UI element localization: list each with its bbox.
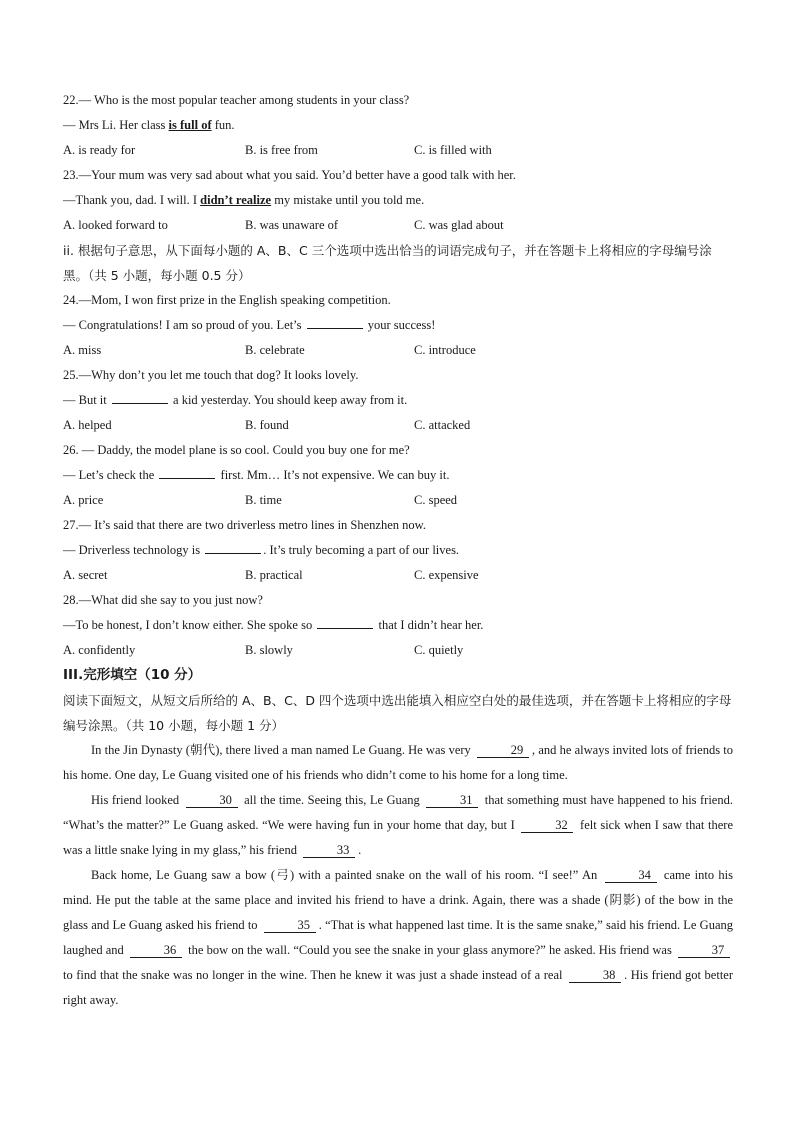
question-28-options <box>63 638 733 663</box>
option-c: C. speed <box>414 493 458 507</box>
option-c: C. was glad about <box>414 218 504 232</box>
answer-blank <box>307 315 363 329</box>
passage-paragraph-3 <box>63 863 733 1013</box>
question-26-answer <box>63 463 733 488</box>
option-a: A. miss <box>63 343 102 357</box>
section-ii-instruction: ii. 根据句子意思，从下面每小题的 A、B、C 三个选项中选出恰当的词语完成句子，并在答题卡上将相应的字母编号涂黑。（共 5 小题，每小题 0.5 分） <box>63 243 712 283</box>
passage-text: felt sick when I saw that there was a little snake lying in my glass,” his friend <box>63 818 733 857</box>
passage-text: In the Jin Dynasty (朝代), there lived a man named Le Guang. He was very <box>91 743 475 757</box>
underlined-keyword: didn’t realize <box>200 193 272 207</box>
question-22-answer <box>63 113 733 138</box>
option-a: A. helped <box>63 418 112 432</box>
question-27-answer <box>63 538 733 563</box>
option-b: B. celebrate <box>245 343 305 357</box>
answer-text: first. Mm… It’s not expensive. We can buy it. <box>217 468 450 482</box>
option-a: A. price <box>63 493 104 507</box>
option-a: A. confidently <box>63 643 136 657</box>
answer-text: a kid yesterday. You should keep away from it. <box>169 393 408 407</box>
question-22-options <box>63 138 733 163</box>
question-25-options <box>63 413 733 438</box>
question-23-prompt: 23.—Your mum was very sad about what you said. You’d better have a good talk with her. <box>63 168 516 182</box>
exam-page <box>63 88 733 1013</box>
question-23-answer <box>63 188 733 213</box>
passage-text: the bow on the wall. “Could you see the snake in your glass anymore?” he asked. His friend was <box>185 943 675 957</box>
question-28-answer <box>63 613 733 638</box>
answer-text: —To be honest, I don’t know either. She spoke so <box>63 618 316 632</box>
answer-text: — Mrs Li. Her class <box>63 118 169 132</box>
answer-text: that I didn’t hear her. <box>375 618 484 632</box>
cloze-blank-38: 38 <box>569 968 621 983</box>
cloze-blank-34: 34 <box>605 868 657 883</box>
passage-paragraph-1 <box>63 738 733 788</box>
answer-blank <box>205 540 261 554</box>
underlined-keyword: is full of <box>168 118 212 132</box>
option-a: A. is ready for <box>63 143 136 157</box>
cloze-blank-31: 31 <box>426 793 478 808</box>
option-c: C. attacked <box>414 418 471 432</box>
option-c: C. introduce <box>414 343 476 357</box>
answer-text: —Thank you, dad. I will. I <box>63 193 201 207</box>
passage-text: . <box>358 843 362 857</box>
answer-text: fun. <box>211 118 235 132</box>
option-b: B. is free from <box>245 143 318 157</box>
answer-text: — Congratulations! I am so proud of you. Let’s <box>63 318 305 332</box>
answer-text: — Let’s check the <box>63 468 158 482</box>
passage-text: His friend looked <box>91 793 183 807</box>
answer-text: your success! <box>364 318 436 332</box>
cloze-blank-32: 32 <box>521 818 573 833</box>
cloze-blank-30: 30 <box>186 793 238 808</box>
question-28-prompt: 28.—What did she say to you just now? <box>63 593 263 607</box>
answer-blank <box>112 390 168 404</box>
option-c: C. is filled with <box>414 143 492 157</box>
option-c: C. expensive <box>414 568 479 582</box>
passage-paragraph-2 <box>63 788 733 863</box>
passage-text: all the time. Seeing this, Le Guang <box>240 793 424 807</box>
question-25-answer <box>63 388 733 413</box>
question-22-prompt: 22.— Who is the most popular teacher among students in your class? <box>63 93 410 107</box>
question-26-options <box>63 488 733 513</box>
question-24-prompt: 24.—Mom, I won first prize in the English speaking competition. <box>63 293 391 307</box>
passage-text: Back home, Le Guang saw a bow (弓) with a painted snake on the wall of his room. “I see!” An <box>91 868 602 882</box>
answer-blank <box>317 615 373 629</box>
option-b: B. practical <box>245 568 303 582</box>
cloze-blank-33: 33 <box>303 843 355 858</box>
question-25-prompt: 25.—Why don’t you let me touch that dog? It looks lovely. <box>63 368 359 382</box>
passage-text: . “That is what happened last time. It is the same snake,” said his friend. Le Guang laughed and <box>63 918 733 957</box>
question-27-prompt: 27.— It’s said that there are two driverless metro lines in Shenzhen now. <box>63 518 426 532</box>
passage-text: , and he always invited lots of friends to his home. One day, Le Guang visited one of his friends who didn’t come to his home for a long time. <box>63 743 733 782</box>
option-a: A. secret <box>63 568 108 582</box>
cloze-blank-29: 29 <box>477 743 529 758</box>
question-23-options <box>63 213 733 238</box>
passage-text: . His friend got better right away. <box>63 968 734 1007</box>
question-26-prompt: 26. — Daddy, the model plane is so cool. Could you buy one for me? <box>63 443 410 457</box>
option-c: C. quietly <box>414 643 464 657</box>
option-b: B. was unaware of <box>245 218 339 232</box>
cloze-blank-35: 35 <box>264 918 316 933</box>
question-24-answer <box>63 313 733 338</box>
passage-text: that something must have happened to his friend. “What’s the matter?” Le Guang asked. “We were having fun in your home that day, but I <box>63 793 733 832</box>
answer-blank <box>159 465 215 479</box>
passage-text: to find that the snake was no longer in the wine. Then he knew it was just a shade instead of a real <box>63 968 567 982</box>
answer-text: . It’s truly becoming a part of our lives. <box>263 543 460 557</box>
section-iii-title: III.完形填空（10 分） <box>63 667 202 683</box>
section-iii-instruction: 阅读下面短文，从短文后所给的 A、B、C、D 四个选项中选出能填入相应空白处的最佳选项，并在答题卡上将相应的字母编号涂黑。（共 10 小题，每小题 1 分） <box>63 693 732 733</box>
question-24-options <box>63 338 733 363</box>
option-b: B. time <box>245 493 282 507</box>
answer-text: — Driverless technology is <box>63 543 204 557</box>
question-27-options <box>63 563 733 588</box>
answer-text: — But it <box>63 393 110 407</box>
cloze-blank-36: 36 <box>130 943 182 958</box>
option-b: B. slowly <box>245 643 293 657</box>
option-b: B. found <box>245 418 289 432</box>
cloze-blank-37: 37 <box>678 943 730 958</box>
answer-text: my mistake until you told me. <box>271 193 425 207</box>
option-a: A. looked forward to <box>63 218 168 232</box>
passage-text: came into his mind. He put the table at the same place and invited his friend to have a drink. Again, there was a shade (阴影) of the bow in the glass and Le Guang asked his friend to <box>63 868 733 932</box>
